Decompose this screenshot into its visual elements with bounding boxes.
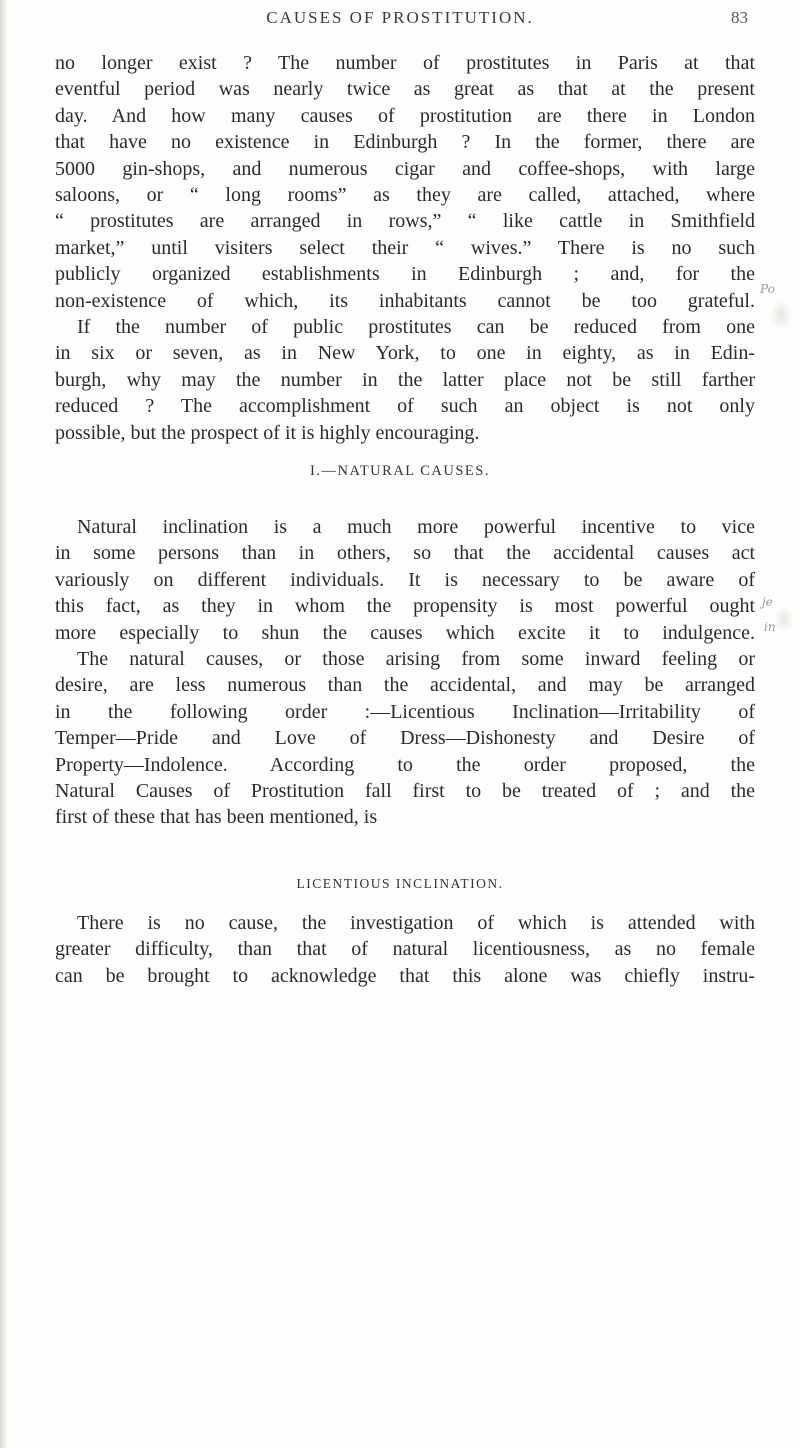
text-line: reduced ? The accomplishment of such an object is not only (55, 395, 755, 418)
text-line: Natural inclination is a much more powerful incentive to vice (77, 516, 755, 538)
margin-note-handwritten: in (764, 620, 776, 634)
margin-note-handwritten: je (762, 595, 773, 609)
text-line: burgh, why may the number in the latter place not be still farther (55, 368, 755, 391)
page-number: 83 (731, 8, 748, 27)
text-line: If the number of public prostitutes can be reduced from one (77, 316, 755, 339)
text-line: There is no cause, the investigation of which is attended with (77, 912, 755, 934)
text-line: saloons, or “ long rooms” as they are called, attached, where (55, 184, 755, 207)
running-head (0, 0, 800, 40)
text-line: in the following order :—Licentious Inclination—Irritability of (55, 700, 755, 723)
pencil-smudge (770, 300, 792, 330)
text-line: possible, but the prospect of it is highly encouraging. (55, 421, 480, 444)
text-line: “ prostitutes are arranged in rows,” “ like cattle in Smithfield (55, 210, 755, 233)
pencil-smudge (774, 605, 794, 633)
paragraph-3 (55, 910, 755, 989)
text-line: first of these that has been mentioned, is (55, 806, 378, 829)
text-line: can be brought to acknowledge that this alone was chiefly instru- (55, 964, 755, 987)
text-line: Natural Causes of Prostitution fall first to be treated of ; and the (55, 780, 755, 803)
section-heading-licentious-inclination: LICENTIOUS INCLINATION. (296, 876, 504, 891)
text-line: this fact, as they in whom the propensity is most powerful ought (55, 595, 755, 618)
text-line: no longer exist ? The number of prostitutes in Paris at that (55, 52, 755, 74)
text-line: variously on different individuals. It is necessary to be aware of (55, 568, 755, 591)
text-line: in six or seven, as in New York, to one in eighty, as in Edin- (55, 342, 755, 365)
text-line: day. And how many causes of prostitution are there in London (55, 104, 755, 127)
text-line: in some persons than in others, so that the accidental causes act (55, 542, 755, 565)
running-title: CAUSES OF PROSTITUTION. (266, 8, 534, 27)
text-line: desire, are less numerous than the accidental, and may be arranged (55, 674, 755, 697)
text-line: Property—Indolence. According to the order proposed, the (55, 753, 755, 776)
text-line: The natural causes, or those arising from some inward feeling or (77, 648, 755, 671)
text-line: Temper—Pride and Love of Dress—Dishonesty and Desire of (55, 727, 755, 750)
text-line: greater difficulty, than that of natural licentiousness, as no female (55, 938, 755, 961)
paragraph-2 (55, 514, 755, 831)
text-line: market,” until visiters select their “ wives.” There is no such (55, 236, 755, 259)
text-line: publicly organized establishments in Edinburgh ; and, for the (55, 263, 755, 286)
text-line: more especially to shun the causes which excite it to indulgence. (55, 621, 755, 644)
text-line: non-existence of which, its inhabitants cannot be too grateful. (55, 289, 755, 312)
text-line: 5000 gin-shops, and numerous cigar and coffee-shops, with large (55, 157, 755, 180)
text-line: that have no existence in Edinburgh ? In the former, there are (55, 131, 755, 154)
section-heading-natural-causes: I.—NATURAL CAUSES. (310, 463, 490, 479)
margin-note-handwritten: Po (760, 282, 775, 296)
paragraph-1 (55, 50, 755, 446)
page-gutter-shadow (0, 0, 8, 1448)
text-line: eventful period was nearly twice as great as that at the present (55, 78, 755, 101)
